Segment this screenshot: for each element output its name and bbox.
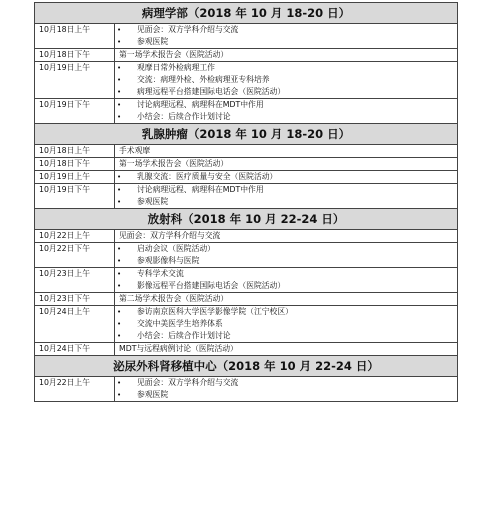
schedule-row [35, 99, 458, 124]
schedule-activities [115, 343, 458, 356]
activity-text: 专科学术交流 [137, 269, 184, 278]
activity-item [117, 24, 457, 36]
schedule-date: 10月19日下午 [35, 184, 115, 209]
activity-text: 第一场学术报告会（医院活动） [119, 50, 229, 59]
activity-text: 参观医院 [137, 390, 169, 399]
activity-text: 见面会：双方学科介绍与交流 [119, 231, 221, 240]
activity-text: 第一场学术报告会（医院活动） [119, 159, 229, 168]
section-header [35, 356, 458, 377]
activity-text: 小结会：后续合作计划讨论 [137, 331, 231, 340]
schedule-date: 10月18日下午 [35, 158, 115, 171]
activity-text: 交流中美医学生培养体系 [137, 319, 223, 328]
schedule-date: 10月18日下午 [35, 49, 115, 62]
activity-text: 小结会：后续合作计划讨论 [137, 112, 231, 121]
bullet-icon: • [117, 38, 122, 46]
schedule-activities [115, 158, 458, 171]
bullet-icon: • [117, 101, 122, 109]
schedule-date: 10月24日上午 [35, 306, 115, 343]
activity-item [117, 268, 457, 280]
bullet-icon: • [117, 257, 122, 265]
bullet-icon: • [117, 270, 122, 278]
activity-text: 观摩日常外检病理工作 [137, 63, 215, 72]
schedule-date: 10月23日上午 [35, 268, 115, 293]
schedule-row [35, 306, 458, 343]
schedule-date: 10月18日上午 [35, 145, 115, 158]
activity-text: MDT与远程病例讨论（医院活动） [119, 344, 238, 353]
activity-text: 参访南京医科大学医学影像学院（江宁校区） [137, 307, 293, 316]
activity-item [117, 306, 457, 318]
activity-text: 启动会议（医院活动） [137, 244, 215, 253]
schedule-activities [115, 49, 458, 62]
schedule-date: 10月19日下午 [35, 99, 115, 124]
schedule-activities [115, 268, 458, 293]
schedule-row [35, 243, 458, 268]
schedule-row [35, 62, 458, 99]
bullet-icon: • [117, 391, 122, 399]
schedule-activities [115, 24, 458, 49]
bullet-icon: • [117, 332, 122, 340]
schedule-date: 10月22日上午 [35, 230, 115, 243]
section-title: 乳腺肿瘤（2018 年 10 月 18-20 日） [35, 124, 458, 145]
activity-text: 参观医院 [137, 197, 169, 206]
activity-text: 参观影像科与医院 [137, 256, 200, 265]
activity-text: 影像远程平台搭建国际电话会（医院活动） [137, 281, 286, 290]
activity-text: 见面会：双方学科介绍与交流 [137, 25, 239, 34]
activity-item [117, 243, 457, 255]
activity-text: 讨论病理远程、病理科在MDT中作用 [137, 185, 264, 194]
bullet-icon: • [117, 76, 122, 84]
schedule-activities [115, 62, 458, 99]
bullet-icon: • [117, 173, 122, 181]
schedule-row [35, 377, 458, 402]
schedule-activities [115, 293, 458, 306]
schedule-date: 10月19日上午 [35, 171, 115, 184]
section-header [35, 3, 458, 24]
bullet-icon: • [117, 64, 122, 72]
bullet-icon: • [117, 245, 122, 253]
schedule-activities [115, 99, 458, 124]
activity-item [117, 330, 457, 342]
bullet-icon: • [117, 88, 122, 96]
schedule-activities [115, 243, 458, 268]
bullet-icon: • [117, 198, 122, 206]
bullet-icon: • [117, 320, 122, 328]
schedule-date: 10月22日下午 [35, 243, 115, 268]
schedule-row [35, 293, 458, 306]
schedule-activities [115, 184, 458, 209]
activity-text: 参观医院 [137, 37, 169, 46]
activity-text: 交流：病理外检、外检病理亚专科培养 [137, 75, 270, 84]
schedule-body [35, 3, 458, 402]
schedule-activities [115, 230, 458, 243]
schedule-row [35, 230, 458, 243]
activity-item [117, 280, 457, 292]
schedule-activities [115, 306, 458, 343]
activity-item [117, 62, 457, 74]
activity-item [117, 111, 457, 123]
bullet-icon: • [117, 308, 122, 316]
section-title: 病理学部（2018 年 10 月 18-20 日） [35, 3, 458, 24]
activity-item [117, 389, 457, 401]
activity-item [117, 74, 457, 86]
schedule-date: 10月23日下午 [35, 293, 115, 306]
activity-text: 讨论病理远程、病理科在MDT中作用 [137, 100, 264, 109]
schedule-row [35, 268, 458, 293]
schedule-row [35, 24, 458, 49]
schedule-date: 10月24日下午 [35, 343, 115, 356]
activity-item [117, 184, 457, 196]
schedule-row [35, 49, 458, 62]
section-header [35, 209, 458, 230]
activity-text: 第二场学术报告会（医院活动） [119, 294, 229, 303]
activity-item [117, 36, 457, 48]
section-header [35, 124, 458, 145]
section-title: 泌尿外科肾移植中心（2018 年 10 月 22-24 日） [35, 356, 458, 377]
bullet-icon: • [117, 282, 122, 290]
schedule-table [34, 2, 458, 402]
schedule-row [35, 343, 458, 356]
activity-text: 病理远程平台搭建国际电话会（医院活动） [137, 87, 286, 96]
schedule-activities [115, 171, 458, 184]
section-title: 放射科（2018 年 10 月 22-24 日） [35, 209, 458, 230]
activity-item [117, 86, 457, 98]
activity-text: 乳腺交流：医疗质量与安全（医院活动） [137, 172, 278, 181]
schedule-date: 10月19日上午 [35, 62, 115, 99]
bullet-icon: • [117, 186, 122, 194]
schedule-activities [115, 377, 458, 402]
bullet-icon: • [117, 26, 122, 34]
activity-item [117, 99, 457, 111]
bullet-icon: • [117, 113, 122, 121]
activity-text: 见面会：双方学科介绍与交流 [137, 378, 239, 387]
schedule-activities [115, 145, 458, 158]
bullet-icon: • [117, 379, 122, 387]
activity-item [117, 196, 457, 208]
schedule-date: 10月22日上午 [35, 377, 115, 402]
schedule-row [35, 158, 458, 171]
activity-item [117, 318, 457, 330]
schedule-date: 10月18日上午 [35, 24, 115, 49]
schedule-row [35, 171, 458, 184]
activity-text: 手术观摩 [119, 146, 151, 155]
activity-item [117, 171, 457, 183]
schedule-row [35, 184, 458, 209]
activity-item [117, 255, 457, 267]
schedule-row [35, 145, 458, 158]
activity-item [117, 377, 457, 389]
